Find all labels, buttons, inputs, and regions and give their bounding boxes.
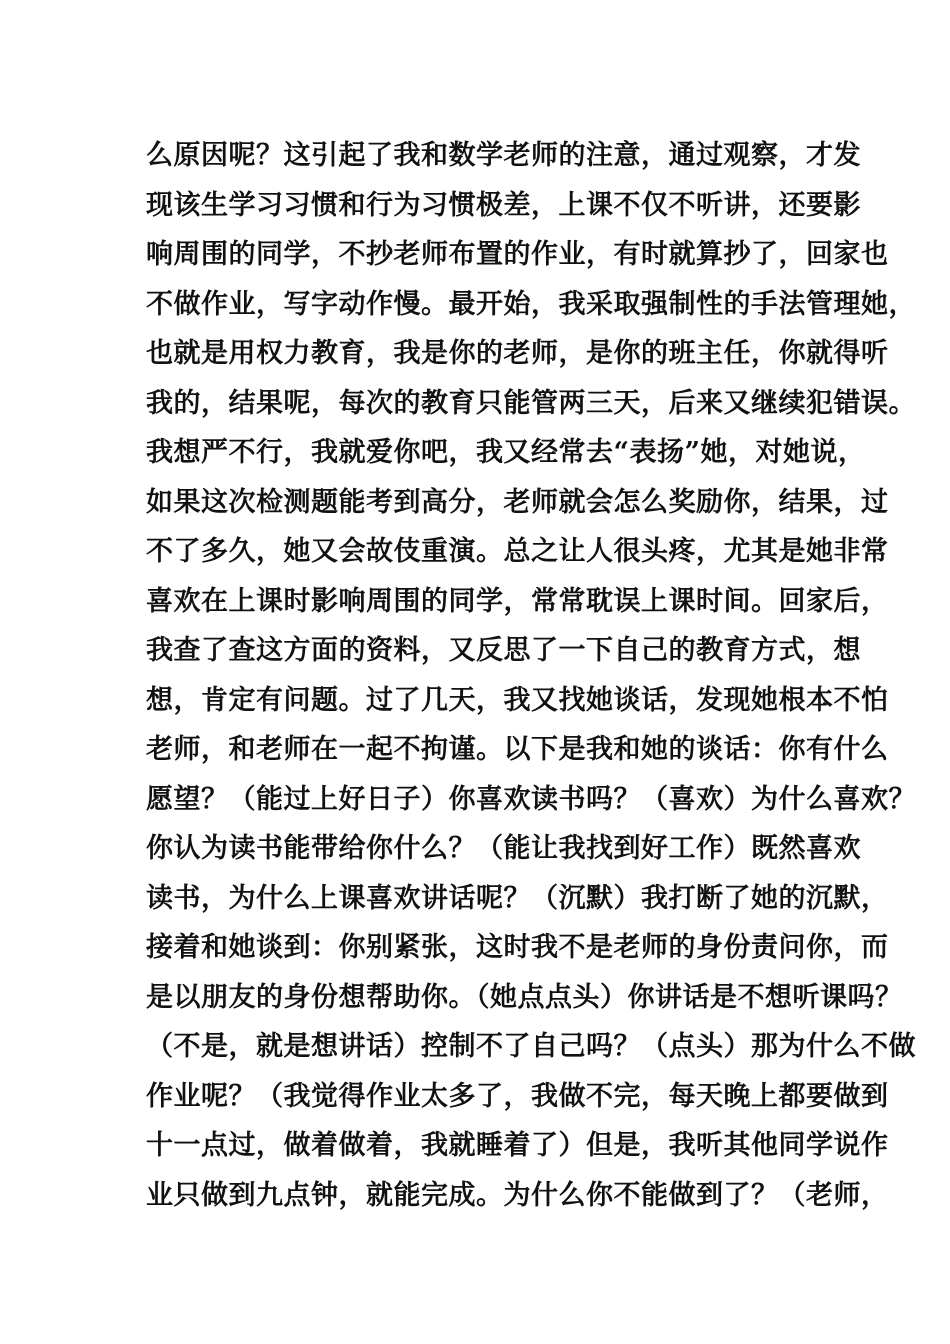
- text-line: 十一点过，做着做着，我就睡着了）但是，我听其他同学说作: [146, 1130, 889, 1161]
- text-line: 业只做到九点钟，就能完成。为什么你不能做到了？（老师，: [146, 1179, 889, 1211]
- text-line: 是以朋友的身份想帮助你。（她点点头）你讲话是不想听课吗？: [146, 981, 903, 1013]
- text-line: 不了多久，她又会故伎重演。总之让人很头疼，尤其是她非常: [146, 536, 889, 567]
- text-line: 愿望？（能过上好日子）你喜欢读书吗？（喜欢）为什么喜欢？: [146, 783, 916, 815]
- text-line: 我查了查这方面的资料，又反思了一下自己的教育方式，想: [146, 635, 861, 666]
- text-line: 么原因呢？这引起了我和数学老师的注意，通过观察，才发: [146, 140, 861, 171]
- text-line: 喜欢在上课时影响周围的同学，常常耽误上课时间。回家后，: [146, 585, 889, 617]
- text-line: 接着和她谈到：你别紧张，这时我不是老师的身份责问你，而: [146, 932, 889, 963]
- text-line: 如果这次检测题能考到高分，老师就会怎么奖励你，结果，过: [146, 486, 889, 518]
- text-line: 我想严不行，我就爱你吧，我又经常去“表扬”她，对她说，: [146, 437, 866, 468]
- text-line: 你认为读书能带给你什么？（能让我找到好工作）既然喜欢: [146, 833, 861, 864]
- text-line: 响周围的同学，不抄老师布置的作业，有时就算抄了，回家也: [146, 239, 889, 270]
- text-line: 读书，为什么上课喜欢讲话呢？（沉默）我打断了她的沉默，: [146, 882, 889, 914]
- text-line: 想，肯定有问题。过了几天，我又找她谈话，发现她根本不怕: [146, 684, 889, 716]
- body-text: [146, 131, 916, 1220]
- text-line: 我的，结果呢，每次的教育只能管两三天，后来又继续犯错误。: [146, 387, 916, 419]
- text-line: 老师，和老师在一起不拘谨。以下是我和她的谈话：你有什么: [146, 734, 889, 765]
- text-line: 作业呢？（我觉得作业太多了，我做不完，每天晚上都要做到: [146, 1080, 889, 1112]
- text-line: 不做作业，写字动作慢。最开始，我采取强制性的手法管理她，: [146, 288, 916, 320]
- text-line: 现该生学习习惯和行为习惯极差，上课不仅不听讲，还要影: [146, 189, 861, 221]
- text-line: 也就是用权力教育，我是你的老师，是你的班主任，你就得听: [146, 338, 889, 369]
- text-line: （不是，就是想讲话）控制不了自己吗？（点头）那为什么不做: [146, 1031, 916, 1062]
